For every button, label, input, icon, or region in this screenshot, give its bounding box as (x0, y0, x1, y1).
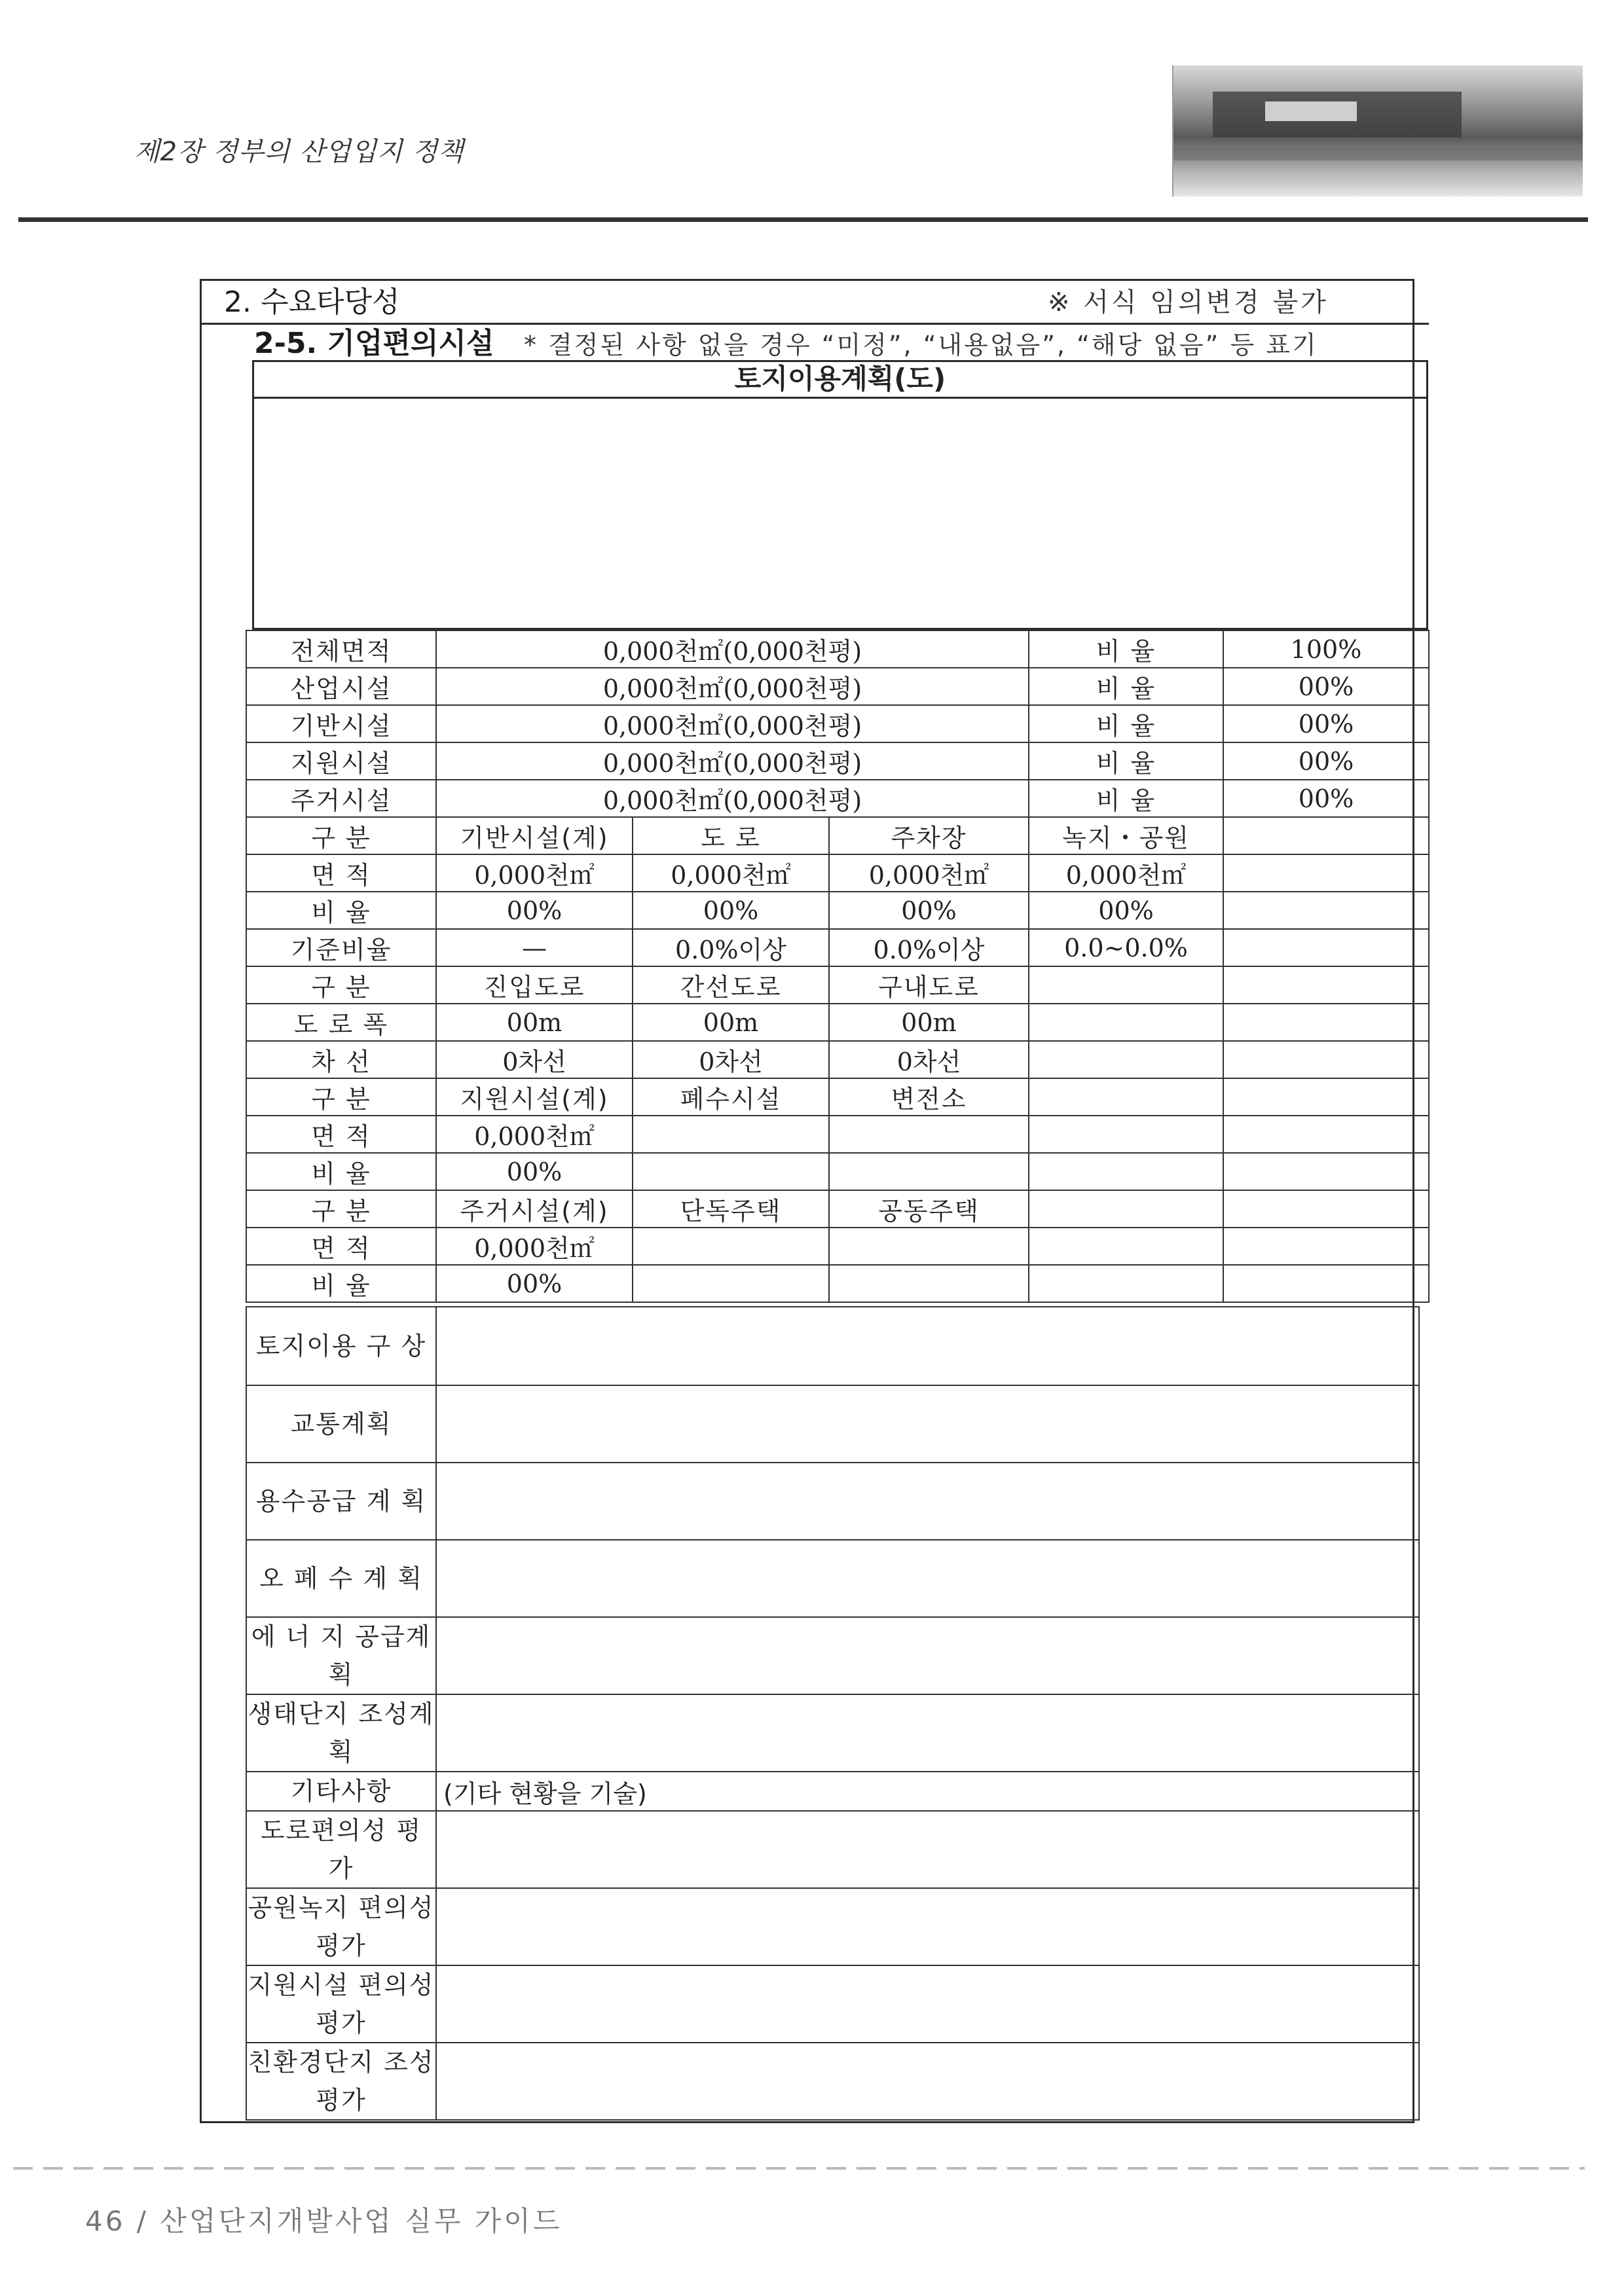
empty-cell (1223, 1153, 1429, 1190)
empty-cell (829, 1153, 1029, 1190)
page-footer: 46 / 산업단지개발사업 실무 가이드 (85, 2205, 563, 2237)
table-cell: 0,000천㎡ (436, 854, 633, 892)
empty-cell (829, 1228, 1029, 1265)
evaluation-label: 친환경단지 조성평가 (246, 2043, 436, 2120)
table-row (246, 2043, 1419, 2120)
table-cell: 0.0~0.0% (1029, 929, 1223, 966)
table-cell: 0,000천㎡ (829, 854, 1029, 892)
column-header: 녹지・공원 (1029, 817, 1223, 854)
plan-text-field[interactable] (436, 1694, 1419, 1772)
row-label: 구 분 (246, 966, 436, 1004)
column-header: 주거시설(계) (436, 1190, 633, 1228)
row-label: 면 적 (246, 1116, 436, 1153)
evaluation-label: 도로편의성 평 가 (246, 1811, 436, 1888)
row-label: 차 선 (246, 1041, 436, 1078)
plan-text-field[interactable] (436, 1540, 1419, 1617)
row-label: 전체면적 (246, 630, 436, 668)
subsection-title: 2-5. 기업편의시설 (254, 327, 494, 360)
table-cell: 00% (633, 892, 829, 929)
table-row (246, 668, 1429, 705)
table-cell: 00% (436, 1153, 633, 1190)
empty-cell (1029, 1190, 1223, 1228)
empty-cell (1029, 1265, 1223, 1302)
plan-table (246, 1306, 1420, 2121)
table-row (246, 1190, 1429, 1228)
evaluation-label: 공원녹지 편의성평가 (246, 1888, 436, 1965)
table-cell: 0차선 (633, 1041, 829, 1078)
row-label: 지원시설 (246, 742, 436, 780)
facility-table (246, 630, 1430, 1303)
column-header: 주차장 (829, 817, 1029, 854)
evaluation-text-field[interactable]: (기타 현황을 기술) (436, 1772, 1419, 1811)
row-label: 구 분 (246, 817, 436, 854)
area-value: 0,000천㎡(0,000천평) (436, 630, 1029, 668)
area-value: 0,000천㎡(0,000천평) (436, 780, 1029, 817)
table-cell: 0차선 (436, 1041, 633, 1078)
plan-text-field[interactable] (436, 1307, 1419, 1385)
empty-cell (1223, 892, 1429, 929)
ratio-label: 비 율 (1029, 780, 1223, 817)
table-row (246, 1153, 1429, 1190)
evaluation-text-field[interactable] (436, 2043, 1419, 2120)
plan-label: 에 너 지 공급계획 (246, 1617, 436, 1694)
empty-cell (1223, 1116, 1429, 1153)
table-row (246, 1041, 1429, 1078)
row-label: 구 분 (246, 1190, 436, 1228)
table-cell: 0.0%이상 (829, 929, 1029, 966)
table-row (246, 1116, 1429, 1153)
empty-cell (1223, 817, 1429, 854)
plan-label: 용수공급 계 획 (246, 1463, 436, 1540)
area-value: 0,000천㎡(0,000천평) (436, 668, 1029, 705)
row-label: 기준비율 (246, 929, 436, 966)
ratio-value: 00% (1223, 668, 1429, 705)
plan-text-field[interactable] (436, 1385, 1419, 1463)
column-header: 변전소 (829, 1078, 1029, 1116)
evaluation-text-field[interactable] (436, 1965, 1419, 2043)
empty-cell (633, 1228, 829, 1265)
row-label: 면 적 (246, 1228, 436, 1265)
table-cell: 00m (829, 1004, 1029, 1041)
empty-cell (1029, 966, 1223, 1004)
section-title: 2. 수요타당성 (224, 285, 400, 319)
evaluation-label: 기타사항 (246, 1772, 436, 1811)
table-row (246, 966, 1429, 1004)
column-header: 단독주택 (633, 1190, 829, 1228)
row-label: 비 율 (246, 1265, 436, 1302)
area-value: 0,000천㎡(0,000천평) (436, 705, 1029, 742)
empty-cell (829, 1265, 1029, 1302)
column-header: 도 로 (633, 817, 829, 854)
table-cell: 00% (829, 892, 1029, 929)
table-row (246, 1888, 1419, 1965)
table-cell: 00% (436, 892, 633, 929)
table-cell: 0,000천㎡ (436, 1228, 633, 1265)
table-row (246, 892, 1429, 929)
row-label: 기반시설 (246, 705, 436, 742)
column-header: 간선도로 (633, 966, 829, 1004)
footer-divider (13, 2167, 1585, 2170)
empty-cell (1223, 1190, 1429, 1228)
table-cell: 0,000천㎡ (633, 854, 829, 892)
map-title: 토지이용계획(도) (254, 362, 1426, 399)
plan-label: 토지이용 구 상 (246, 1307, 436, 1385)
plan-text-field[interactable] (436, 1617, 1419, 1694)
photo-reflection (1173, 147, 1583, 160)
table-row (246, 780, 1429, 817)
ratio-label: 비 율 (1029, 668, 1223, 705)
area-value: 0,000천㎡(0,000천평) (436, 742, 1029, 780)
table-cell: 00% (436, 1265, 633, 1302)
ratio-value: 00% (1223, 705, 1429, 742)
empty-cell (1223, 1041, 1429, 1078)
plan-label: 오 폐 수 계 획 (246, 1540, 436, 1617)
table-row (246, 1265, 1429, 1302)
table-row (246, 929, 1429, 966)
empty-cell (1029, 1041, 1223, 1078)
header-rule (18, 217, 1588, 222)
plan-text-field[interactable] (436, 1463, 1419, 1540)
table-cell: 0,000천㎡ (1029, 854, 1223, 892)
empty-cell (1029, 1116, 1223, 1153)
empty-cell (1029, 1004, 1223, 1041)
empty-cell (1029, 1153, 1223, 1190)
table-cell: 0차선 (829, 1041, 1029, 1078)
plan-label: 교통계획 (246, 1385, 436, 1463)
table-row (246, 1307, 1419, 1385)
table-row (246, 630, 1429, 668)
empty-cell (1029, 1078, 1223, 1116)
table-row (246, 1540, 1419, 1617)
table-cell: 0,000천㎡ (436, 1116, 633, 1153)
table-cell: 00m (633, 1004, 829, 1041)
subsection-note: * 결정된 사항 없을 경우 “미정”, “내용없음”, “해당 없음” 등 표기 (524, 331, 1318, 359)
empty-cell (1029, 1228, 1223, 1265)
column-header: 기반시설(계) (436, 817, 633, 854)
plan-label: 생태단지 조성계획 (246, 1694, 436, 1772)
table-row (246, 1078, 1429, 1116)
empty-cell (1223, 1004, 1429, 1041)
table-row (246, 1463, 1419, 1540)
row-label: 비 율 (246, 1153, 436, 1190)
ratio-label: 비 율 (1029, 630, 1223, 668)
land-use-map-box (252, 360, 1428, 630)
empty-cell (1223, 966, 1429, 1004)
row-label: 도 로 폭 (246, 1004, 436, 1041)
table-row (246, 742, 1429, 780)
row-label: 비 율 (246, 892, 436, 929)
ratio-value: 00% (1223, 742, 1429, 780)
table-row (246, 1965, 1419, 2043)
empty-cell (829, 1116, 1029, 1153)
table-row (246, 1811, 1419, 1888)
empty-cell (1223, 1228, 1429, 1265)
table-row (246, 1772, 1419, 1811)
table-cell: 0.0%이상 (633, 929, 829, 966)
form-note: ※ 서식 임의변경 불가 (1048, 287, 1329, 318)
ratio-value: 00% (1223, 780, 1429, 817)
table-row (246, 854, 1429, 892)
row-label: 주거시설 (246, 780, 436, 817)
table-row (246, 1617, 1419, 1694)
table-row (246, 1385, 1419, 1463)
table-row (246, 1694, 1419, 1772)
empty-cell (633, 1116, 829, 1153)
chapter-title: 제2장 정부의 산업입지 정책 (134, 137, 464, 167)
empty-cell (1223, 854, 1429, 892)
empty-cell (1223, 929, 1429, 966)
column-header: 진입도로 (436, 966, 633, 1004)
column-header: 구내도로 (829, 966, 1029, 1004)
empty-cell (633, 1153, 829, 1190)
column-header: 지원시설(계) (436, 1078, 633, 1116)
column-header: 공동주택 (829, 1190, 1029, 1228)
row-label: 산업시설 (246, 668, 436, 705)
evaluation-text-field[interactable] (436, 1888, 1419, 1965)
table-row (246, 1228, 1429, 1265)
table-cell: 00m (436, 1004, 633, 1041)
evaluation-text-field[interactable] (436, 1811, 1419, 1888)
header-photo (1172, 65, 1583, 196)
empty-cell (1223, 1265, 1429, 1302)
photo-window (1265, 101, 1357, 121)
empty-cell (633, 1265, 829, 1302)
table-row (246, 705, 1429, 742)
ratio-label: 비 율 (1029, 705, 1223, 742)
column-header: 폐수시설 (633, 1078, 829, 1116)
table-row (246, 817, 1429, 854)
ratio-label: 비 율 (1029, 742, 1223, 780)
evaluation-label: 지원시설 편의성평가 (246, 1965, 436, 2043)
ratio-value: 100% (1223, 630, 1429, 668)
empty-cell (1223, 1078, 1429, 1116)
table-cell: — (436, 929, 633, 966)
table-cell: 00% (1029, 892, 1223, 929)
table-row (246, 1004, 1429, 1041)
row-label: 면 적 (246, 854, 436, 892)
row-label: 구 분 (246, 1078, 436, 1116)
